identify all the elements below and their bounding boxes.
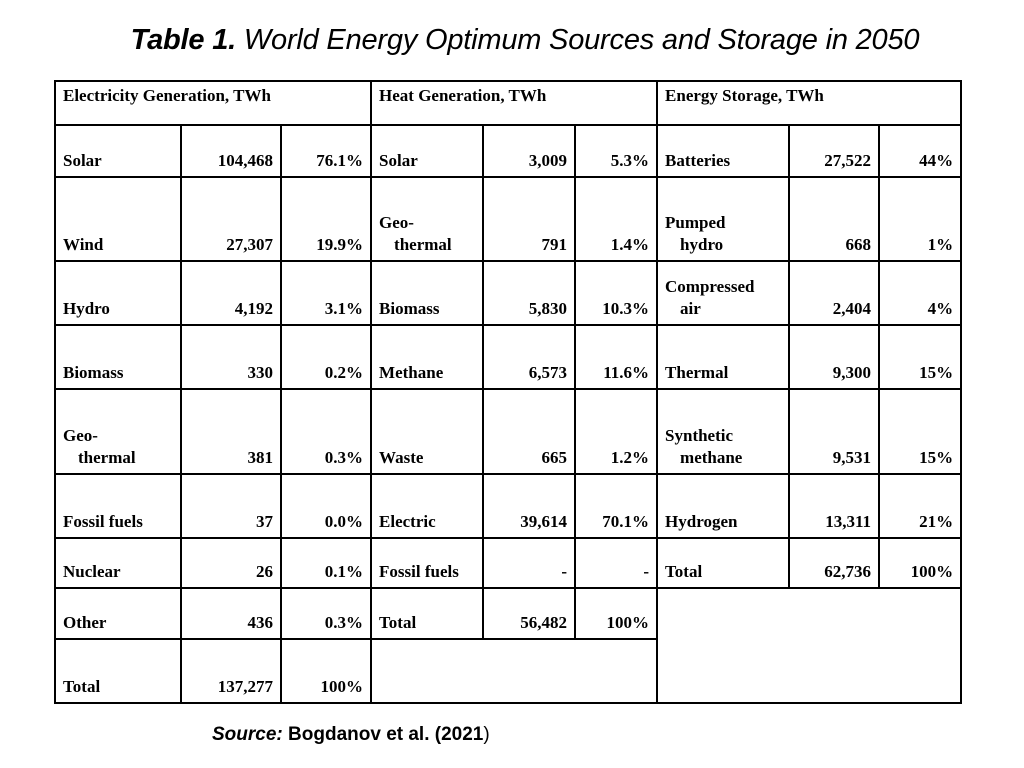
heat-name-text: Waste [379, 448, 424, 467]
table-row [55, 261, 961, 325]
electricity-share: 0.2% [281, 325, 371, 389]
electricity-source-name [55, 474, 181, 538]
electricity-name-text: Fossil fuels [63, 512, 143, 531]
heat-source-name [371, 474, 483, 538]
electricity-share: 19.9% [281, 177, 371, 261]
heat-source-name [371, 125, 483, 177]
table-number: Table 1. [130, 24, 236, 56]
heat-share: 100% [575, 588, 657, 639]
heat-value: 3,009 [483, 125, 575, 177]
heat-value: 56,482 [483, 588, 575, 639]
heat-name-text: Methane [379, 363, 444, 382]
electricity-value: 37 [181, 474, 281, 538]
electricity-name-text: Biomass [63, 363, 124, 382]
electricity-source-name [55, 125, 181, 177]
heat-name-text: Geo- [379, 213, 414, 232]
storage-share: 44% [879, 125, 961, 177]
table-row [55, 389, 961, 474]
electricity-source-name [55, 538, 181, 588]
storage-source-name [657, 125, 789, 177]
table-row [55, 538, 961, 588]
electricity-value: 104,468 [181, 125, 281, 177]
storage-value: 668 [789, 177, 879, 261]
storage-name-text: Synthetic [665, 426, 734, 445]
storage-source-name [657, 177, 789, 261]
source-text: Bogdanov et al. (2021 [282, 724, 484, 745]
storage-source-name [657, 325, 789, 389]
electricity-name-text: Solar [63, 151, 102, 170]
header-electricity: Electricity Generation, TWh [55, 81, 371, 125]
heat-source-name [371, 538, 483, 588]
source-note [212, 724, 490, 746]
storage-name-text: Total [665, 562, 703, 581]
storage-value: 13,311 [789, 474, 879, 538]
electricity-name-text: Other [63, 613, 107, 632]
electricity-value: 4,192 [181, 261, 281, 325]
electricity-share: 0.1% [281, 538, 371, 588]
storage-name-continuation: air [680, 299, 701, 318]
heat-name-text: Electric [379, 512, 436, 531]
heat-share: 10.3% [575, 261, 657, 325]
header-storage: Energy Storage, TWh [657, 81, 961, 125]
electricity-name-text: Wind [63, 235, 104, 254]
table-row [55, 325, 961, 389]
electricity-value: 330 [181, 325, 281, 389]
source-label: Source: [212, 724, 283, 745]
table-row [55, 474, 961, 538]
heat-source-name [371, 261, 483, 325]
table-row [55, 125, 961, 177]
heat-name-text: Total [379, 613, 417, 632]
heat-value: - [483, 538, 575, 588]
electricity-share: 0.0% [281, 474, 371, 538]
energy-table-body [55, 81, 961, 703]
electricity-source-name [55, 588, 181, 639]
storage-value: 62,736 [789, 538, 879, 588]
electricity-value: 137,277 [181, 639, 281, 703]
energy-table [54, 80, 962, 704]
heat-share: 1.2% [575, 389, 657, 474]
storage-share: 15% [879, 325, 961, 389]
electricity-name-text: Total [63, 677, 101, 696]
table-row [55, 588, 961, 639]
electricity-source-name [55, 389, 181, 474]
electricity-share: 76.1% [281, 125, 371, 177]
heat-share: 11.6% [575, 325, 657, 389]
electricity-name-text: Hydro [63, 299, 110, 318]
table-caption: World Energy Optimum Sources and Storage in 2050 [243, 24, 920, 56]
electricity-share: 100% [281, 639, 371, 703]
heat-empty-cell [371, 639, 657, 703]
storage-source-name [657, 538, 789, 588]
heat-name-continuation: thermal [394, 235, 452, 254]
storage-value: 2,404 [789, 261, 879, 325]
electricity-name-text: Geo- [63, 426, 98, 445]
electricity-value: 436 [181, 588, 281, 639]
heat-source-name [371, 389, 483, 474]
source-close: ) [483, 724, 490, 745]
table-row [55, 177, 961, 261]
heat-name-text: Solar [379, 151, 418, 170]
storage-name-continuation: methane [680, 448, 743, 467]
storage-name-text: Thermal [665, 363, 729, 382]
heat-share: 70.1% [575, 474, 657, 538]
storage-name-text: Pumped [665, 213, 726, 232]
heat-source-name [371, 588, 483, 639]
heat-value: 6,573 [483, 325, 575, 389]
storage-value: 9,531 [789, 389, 879, 474]
electricity-value: 381 [181, 389, 281, 474]
table-title [0, 24, 1024, 57]
electricity-source-name [55, 177, 181, 261]
heat-share: - [575, 538, 657, 588]
storage-source-name [657, 389, 789, 474]
storage-source-name [657, 474, 789, 538]
storage-value: 27,522 [789, 125, 879, 177]
storage-share: 100% [879, 538, 961, 588]
storage-share: 15% [879, 389, 961, 474]
storage-value: 9,300 [789, 325, 879, 389]
electricity-source-name [55, 325, 181, 389]
electricity-name-text: Nuclear [63, 562, 121, 581]
electricity-name-continuation: thermal [78, 448, 136, 467]
electricity-share: 3.1% [281, 261, 371, 325]
storage-name-text: Compressed [665, 277, 755, 296]
heat-value: 39,614 [483, 474, 575, 538]
storage-share: 21% [879, 474, 961, 538]
electricity-value: 27,307 [181, 177, 281, 261]
electricity-share: 0.3% [281, 389, 371, 474]
heat-name-text: Fossil fuels [379, 562, 459, 581]
heat-value: 665 [483, 389, 575, 474]
storage-name-text: Hydrogen [665, 512, 738, 531]
electricity-source-name [55, 639, 181, 703]
heat-value: 791 [483, 177, 575, 261]
heat-source-name [371, 177, 483, 261]
heat-share: 5.3% [575, 125, 657, 177]
header-heat: Heat Generation, TWh [371, 81, 657, 125]
electricity-share: 0.3% [281, 588, 371, 639]
electricity-source-name [55, 261, 181, 325]
heat-value: 5,830 [483, 261, 575, 325]
header-row [55, 81, 961, 125]
storage-empty-cell [657, 588, 961, 703]
storage-share: 4% [879, 261, 961, 325]
storage-name-text: Batteries [665, 151, 731, 170]
heat-share: 1.4% [575, 177, 657, 261]
electricity-value: 26 [181, 538, 281, 588]
storage-source-name [657, 261, 789, 325]
heat-name-text: Biomass [379, 299, 440, 318]
heat-source-name [371, 325, 483, 389]
storage-share: 1% [879, 177, 961, 261]
storage-name-continuation: hydro [680, 235, 724, 254]
